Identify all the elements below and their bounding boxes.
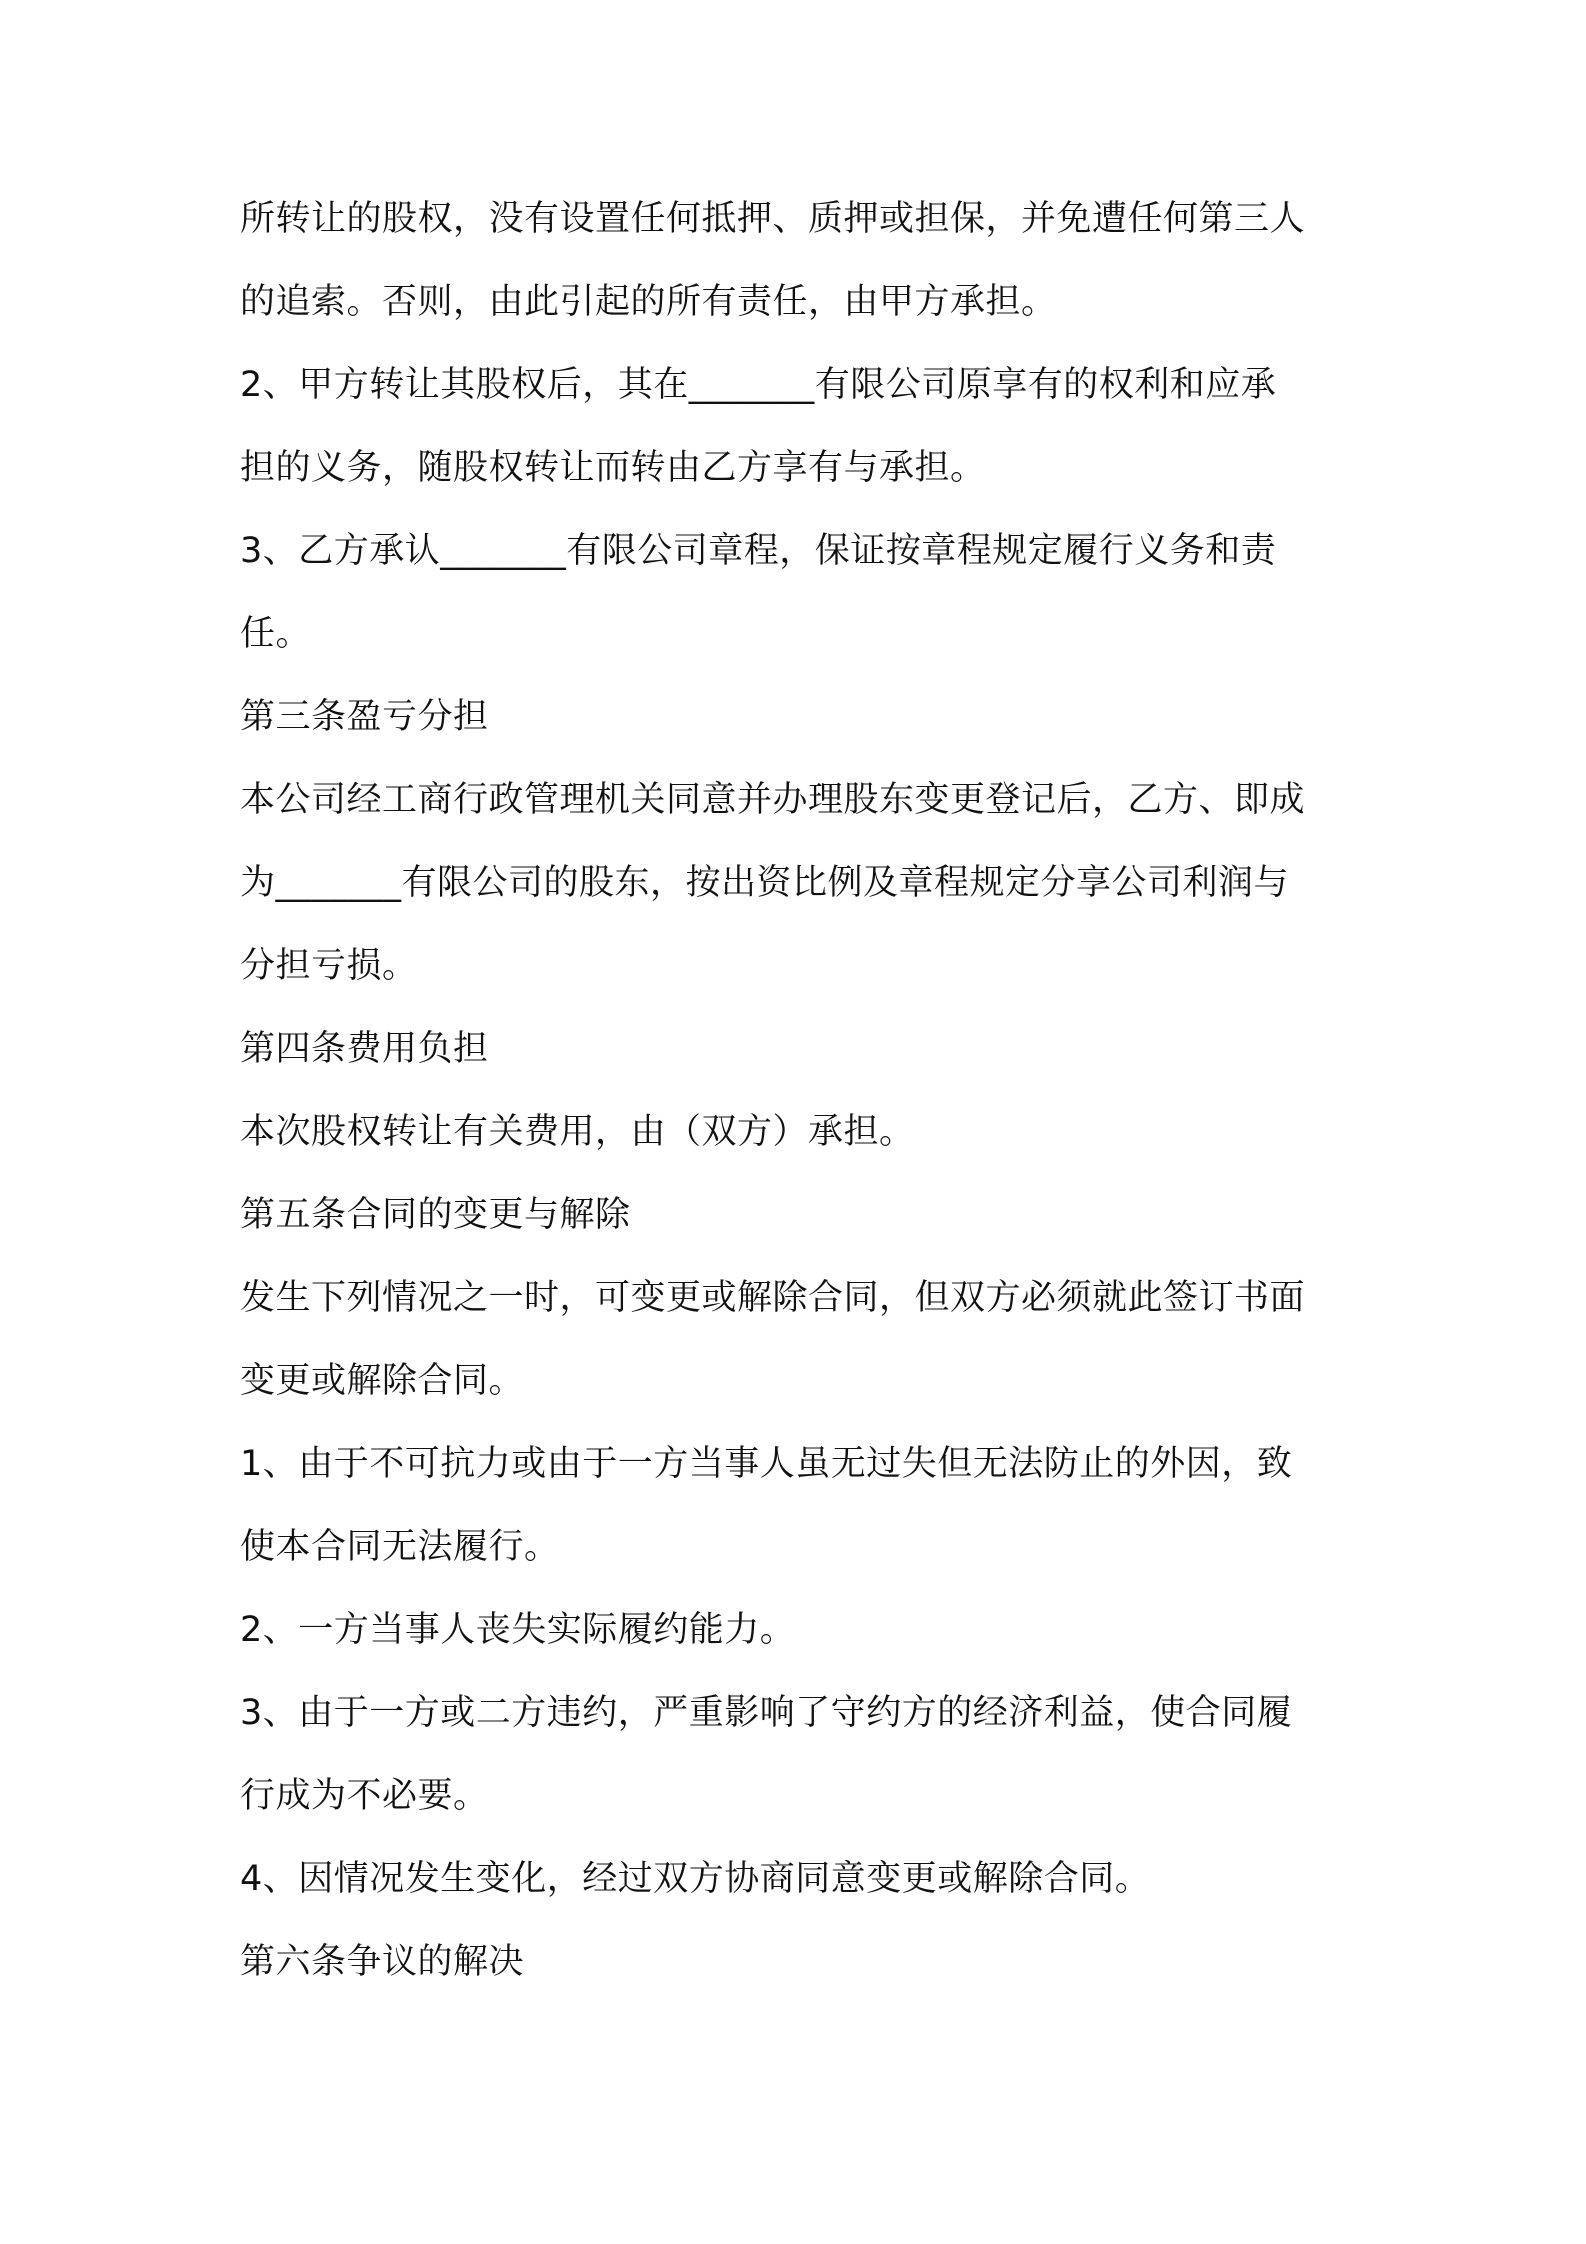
text-line: 发生下列情况之一时，可变更或解除合同，但双方必须就此签订书面 bbox=[240, 1278, 1306, 1318]
section-heading: 第四条费用负担 bbox=[240, 1029, 489, 1069]
text-line: 行成为不必要。 bbox=[240, 1776, 489, 1816]
section-heading: 第三条盈亏分担 bbox=[240, 697, 489, 737]
document-body bbox=[240, 198, 1360, 1983]
text-line: 3、乙方承认_______有限公司章程，保证按章程规定履行义务和责 bbox=[240, 531, 1277, 571]
section-heading: 第五条合同的变更与解除 bbox=[240, 1195, 631, 1235]
text-line: 3、由于一方或二方违约，严重影响了守约方的经济利益，使合同履 bbox=[240, 1693, 1293, 1733]
text-line: 分担亏损。 bbox=[240, 946, 418, 986]
section-heading: 第六条争议的解决 bbox=[240, 1942, 525, 1982]
text-line: 4、因情况发生变化，经过双方协商同意变更或解除合同。 bbox=[240, 1859, 1151, 1899]
text-line: 使本合同无法履行。 bbox=[240, 1527, 560, 1567]
text-line: 变更或解除合同。 bbox=[240, 1361, 525, 1401]
text-line: 所转让的股权，没有设置任何抵押、质押或担保，并免遭任何第三人 bbox=[240, 199, 1306, 239]
text-line: 的追索。否则，由此引起的所有责任，由甲方承担。 bbox=[240, 282, 1057, 322]
text-line: 担的义务，随股权转让而转由乙方享有与承担。 bbox=[240, 448, 986, 488]
text-line: 本次股权转让有关费用，由（双方）承担。 bbox=[240, 1112, 915, 1152]
text-line: 2、甲方转让其股权后，其在_______有限公司原享有的权利和应承 bbox=[240, 365, 1277, 405]
text-line: 2、一方当事人丧失实际履约能力。 bbox=[240, 1610, 796, 1650]
text-line: 1、由于不可抗力或由于一方当事人虽无过失但无法防止的外因，致 bbox=[240, 1444, 1293, 1484]
text-line: 任。 bbox=[240, 614, 312, 654]
text-line: 为_______有限公司的股东，按出资比例及章程规定分享公司利润与 bbox=[240, 863, 1290, 903]
text-line: 本公司经工商行政管理机关同意并办理股东变更登记后，乙方、即成 bbox=[240, 780, 1306, 820]
